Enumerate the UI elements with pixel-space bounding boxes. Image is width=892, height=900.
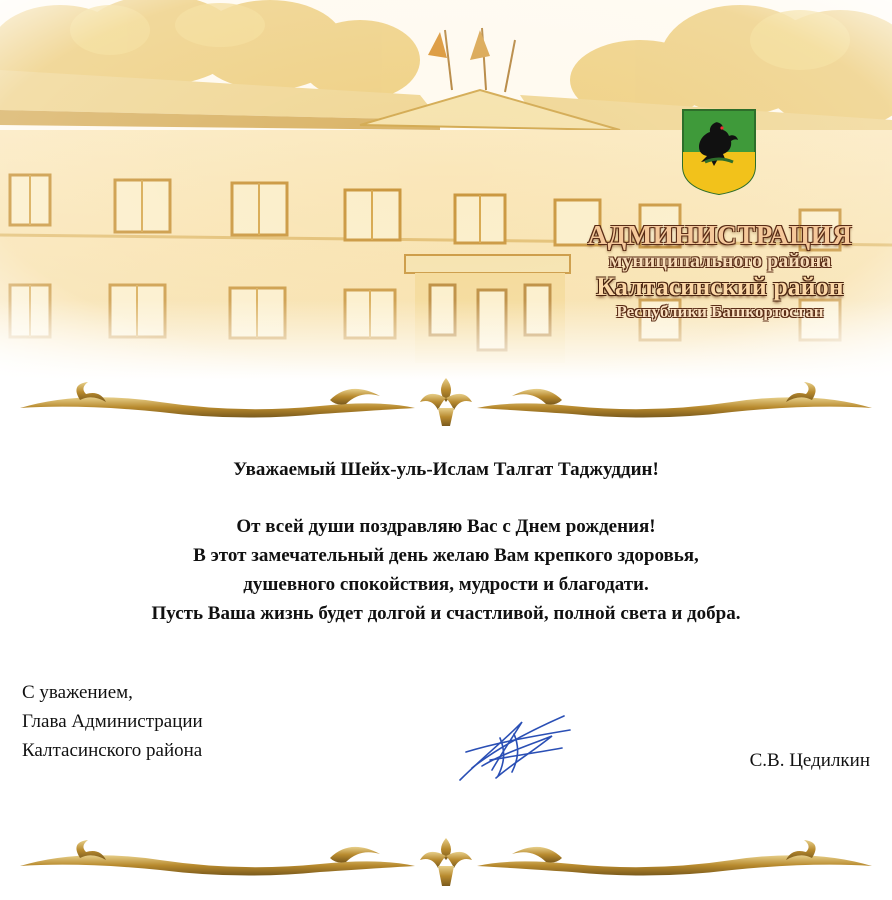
signoff-block — [22, 678, 203, 765]
signoff-regards: С уважением, — [22, 682, 133, 703]
greeting: Уважаемый Шейх-уль-Ислам Талгат Таджуддин! — [233, 459, 659, 480]
body-line: В этот замечательный день желаю Вам крепкого здоровья, — [193, 545, 699, 566]
body-line: Пусть Ваша жизнь будет долгой и счастливой, полной света и добра. — [151, 603, 741, 624]
congratulation-body — [0, 512, 892, 628]
gold-flourish-divider-top — [20, 378, 872, 428]
header-building-illustration — [0, 0, 892, 380]
kaltasy-district-coat-of-arms-icon — [681, 108, 757, 196]
building-illustration — [0, 0, 892, 380]
district-name: Калтасинский район — [596, 272, 844, 301]
administration-title-block — [560, 220, 880, 322]
gold-flourish-divider-bottom — [20, 838, 872, 888]
admin-subtitle: муниципального района — [608, 250, 832, 272]
republic-name: Республики Башкортостан — [616, 302, 824, 321]
admin-title: АДМИНИСТРАЦИЯ — [587, 220, 853, 250]
signer-name: С.В. Цедилкин — [749, 750, 870, 771]
handwritten-signature — [452, 708, 576, 788]
signoff-position: Глава Администрации — [22, 711, 203, 732]
body-line: душевного спокойствия, мудрости и благодати. — [243, 574, 649, 595]
body-line: От всей души поздравляю Вас с Днем рождения! — [236, 516, 656, 537]
signoff-district: Калтасинского района — [22, 740, 203, 761]
